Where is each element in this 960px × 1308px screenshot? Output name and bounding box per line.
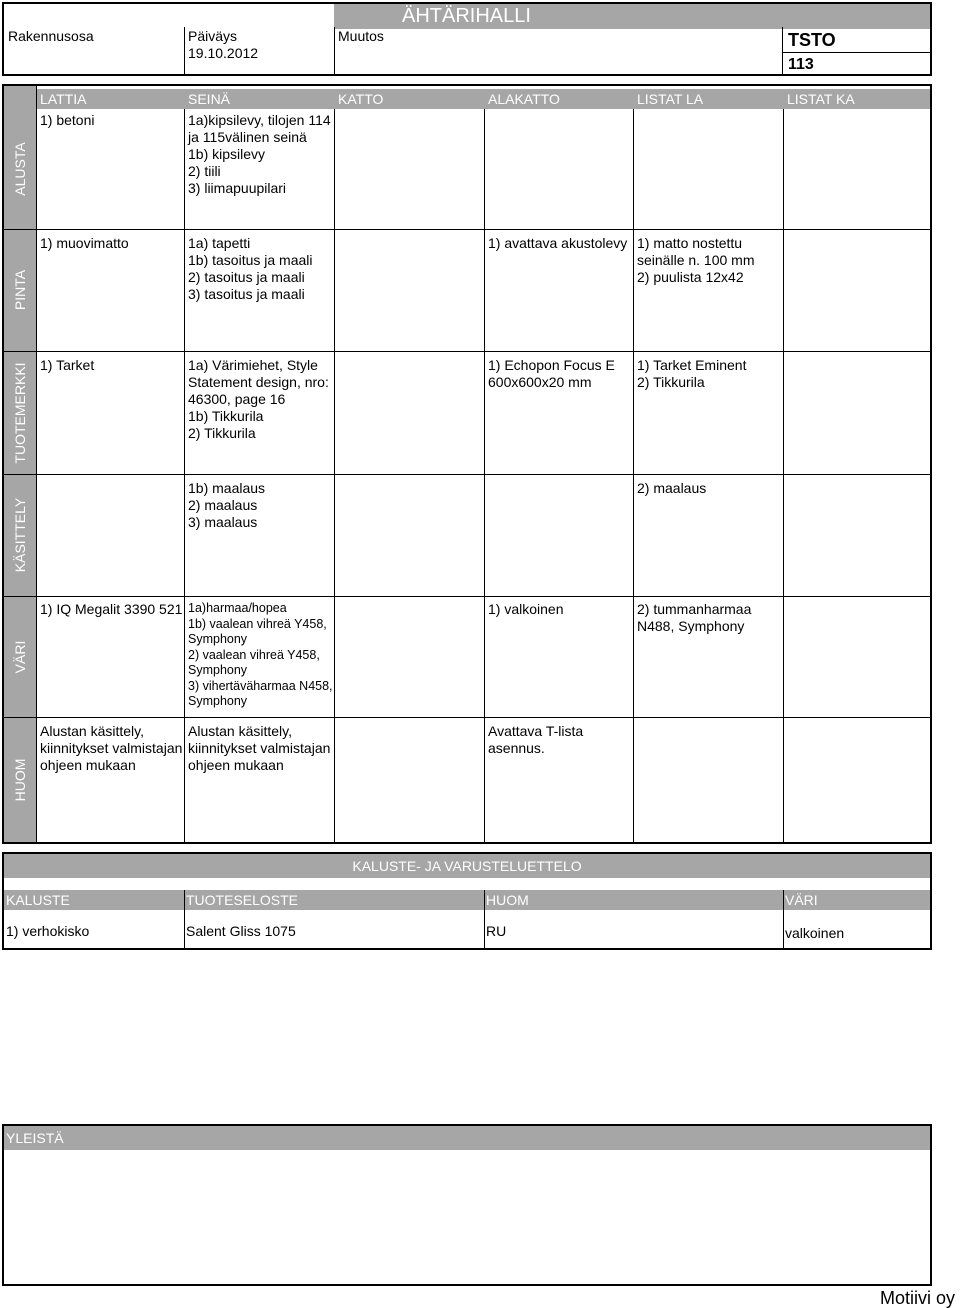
cell-vari-seina: 1a)harmaa/hopea 1b) vaalean vihreä Y458, Symphony 2) vaalean vihreä Y458, Symphony 3) vihertäväharmaa N458, Symphony [188, 601, 333, 708]
furniture-cell-tuoteseloste: Salent Gliss 1075 [186, 923, 296, 939]
furniture-cell-kaluste: 1) verhokisko [6, 923, 90, 939]
furniture-col-kaluste: KALUSTE [6, 892, 70, 908]
material-table [2, 84, 932, 844]
cell-pinta-seina: 1a) tapetti 1b) tasoitus ja maali 2) tasoitus ja maali 3) tasoitus ja maali [188, 235, 313, 302]
furniture-col-huom: HUOM [486, 892, 529, 908]
cell-huom-lattia: Alustan käsittely, kiinnitykset valmistajan ohjeen mukaan [40, 723, 183, 773]
cell-huom-seina: Alustan käsittely, kiinnitykset valmistajan ohjeen mukaan [188, 723, 331, 773]
column-header-listat-la: LISTAT LA [637, 91, 704, 107]
cell-kasittely-listat-la: 2) maalaus [637, 480, 707, 496]
header-box [2, 2, 932, 76]
cell-kasittely-seina: 1b) maalaus 2) maalaus 3) maalaus [188, 480, 266, 530]
cell-vari-listat-la: 2) tummanharmaa N488, Symphony [637, 601, 752, 634]
footer-brand: Motiivi oy [880, 1288, 956, 1308]
furniture-title: KALUSTE- JA VARUSTELUETTELO [352, 858, 582, 874]
cell-vari-alakatto: 1) valkoinen [488, 601, 564, 617]
furniture-cell-huom: RU [486, 923, 507, 939]
row-label-tuotemerkki: TUOTEMERKKI [12, 361, 28, 464]
furniture-cell-vari: valkoinen [785, 925, 845, 941]
cell-pinta-listat-la: 1) matto nostettu seinälle n. 100 mm 2) puulista 12x42 [637, 235, 755, 285]
cell-tuotemerkki-listat-la: 1) Tarket Eminent 2) Tikkurila [637, 357, 747, 390]
cell-tuotemerkki-alakatto: 1) Echopon Focus E 600x600x20 mm [488, 357, 615, 390]
space-number: 113 [788, 56, 814, 73]
yleista-box [2, 1124, 932, 1286]
muutos-label: Muutos [338, 28, 384, 44]
yleista-header [4, 1126, 930, 1150]
paivays-value: 19.10.2012 [188, 45, 259, 61]
furniture-table [2, 852, 932, 950]
row-label-pinta: PINTA [12, 269, 28, 311]
cell-alusta-lattia: 1) betoni [40, 112, 95, 128]
cell-tuotemerkki-seina: 1a) Värimiehet, Style Statement design, nro: 46300, page 16 1b) Tikkurila 2) Tikkurila [188, 357, 329, 441]
furniture-title-bar [4, 854, 930, 878]
rakennusosa-label: Rakennusosa [8, 28, 94, 44]
row-label-huom: HUOM [12, 758, 28, 801]
cell-pinta-lattia: 1) muovimatto [40, 235, 129, 251]
furniture-header-row [4, 890, 930, 910]
space-number-divider [782, 52, 930, 53]
cell-vari-lattia: 1) IQ Megalit 3390 521 [40, 601, 183, 617]
row-label-kasittely: KÄSITTELY [12, 497, 28, 573]
page-title: ÄHTÄRIHALLI [402, 5, 531, 27]
furniture-col-tuoteseloste: TUOTESELOSTE [186, 892, 299, 908]
column-header-katto: KATTO [338, 91, 384, 107]
cell-tuotemerkki-lattia: 1) Tarket [40, 357, 95, 373]
cell-huom-alakatto: Avattava T-lista asennus. [488, 723, 584, 756]
row-label-alusta: ALUSTA [12, 142, 28, 196]
paivays-label: Päiväys [188, 28, 238, 44]
table-row [4, 910, 930, 948]
column-header-alakatto: ALAKATTO [488, 91, 560, 107]
cell-alusta-seina: 1a)kipsilevy, tilojen 114 ja 115välinen seinä 1b) kipsilevy 2) tiili 3) liimapuupilari [188, 112, 331, 196]
furniture-col-vari: VÄRI [785, 892, 818, 908]
space-code: TSTO [788, 30, 836, 50]
column-header-row [36, 89, 930, 109]
cell-pinta-alakatto: 1) avattava akustolevy [488, 235, 628, 251]
row-label-vari: VÄRI [12, 640, 28, 673]
column-header-listat-ka: LISTAT KA [787, 91, 855, 107]
yleista-label: YLEISTÄ [6, 1130, 64, 1146]
column-header-lattia: LATTIA [40, 91, 87, 107]
column-header-seina: SEINÄ [188, 91, 231, 107]
